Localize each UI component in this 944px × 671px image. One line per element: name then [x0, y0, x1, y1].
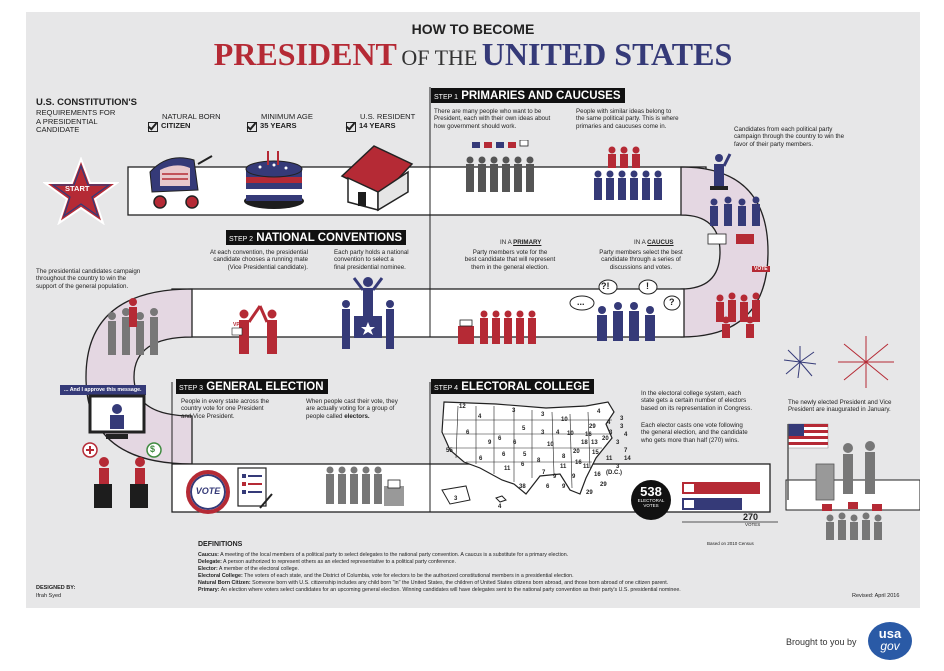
checkbox-icon	[247, 122, 257, 132]
designer-name: Ifrah Syed	[36, 593, 62, 599]
electoral-vote-bars	[682, 482, 778, 526]
electoral-votes-circle: 538 ELECTORAL VOTES	[631, 480, 671, 520]
step1-text-b: People with similar ideas belong to the same political party. This is where primaries and caucuses come in.	[576, 108, 679, 130]
step4-text-a: In the electoral college system, each state gets a certain number of electors based on its representation in Congress.	[641, 390, 753, 412]
step4-text-b: Each elector casts one vote following the general election, and the candidate who gets more than half (270) wins.	[641, 422, 748, 444]
nominee-podium-icon	[336, 274, 400, 360]
brought-by-text: Brought to you by	[786, 637, 857, 647]
step2-banner: STEP 2 NATIONAL CONVENTIONS	[226, 230, 406, 245]
inauguration-icon	[786, 422, 896, 542]
tv-ad-icon	[88, 394, 146, 442]
crowd-with-ideas-icon	[462, 140, 540, 200]
definitions-heading: DEFINITIONS	[198, 541, 243, 548]
title-president: PRESIDENT	[213, 36, 397, 72]
definition-electoral-college: Electoral College: The voters of each state, and the District of Columbia, vote for electors to be the authorized constitutional members in a presidential election.	[198, 573, 574, 580]
bubble-ellipsis: ...	[577, 297, 585, 307]
requirement-citizen: NATURAL BORN CITIZEN	[148, 113, 221, 132]
win-number: 270	[743, 512, 759, 522]
fireworks-icon	[770, 332, 916, 394]
step2-text-b: Each party holds a national convention to select a final presidential nominee.	[334, 249, 409, 271]
ballot-icon	[236, 466, 276, 510]
step1-banner: STEP 1 PRIMARIES AND CAUCUSES	[431, 88, 625, 103]
step3-banner: STEP 3 GENERAL ELECTION	[176, 379, 328, 394]
definition-caucus: Caucus: A meeting of the local members of a political party to select delegates to the national party convention. A caucus is a substitute for a primary election.	[198, 552, 569, 558]
step2-text-a: At each convention, the presidential candidate chooses a running mate (Vice Presidential candidate).	[209, 249, 308, 271]
win-label: VOTES	[745, 522, 761, 527]
requirements-subheading: REQUIREMENTS FOR A PRESIDENTIAL CANDIDATE	[36, 108, 116, 135]
vp-sign: VP	[233, 322, 240, 328]
title-line-1: HOW TO BECOME	[411, 21, 535, 37]
infographic-poster: HOW TO BECOME PRESIDENT OF THE UNITED STATES U.S. CONSTITUTION'S REQUIREMENTS FOR A PRESIDENTIAL CANDIDATE NATURAL BORN CITIZEN MINIMUM AGE 35 YEARS U.S. RESIDENT 14 YEARS START STEP 1 PRIMARIES AND CAUCUSES There are many people who want to be President, each with their own ideas about how government should work. People with similar ideas belong to the same political party. This is where primaries and caucuses come in. Candidates from each political party campaign through the country to win the favor of their party members. VOTE IN A PRIMARY Party members vote for the best candidate that will represent them in the general election. IN A CAUCUS Party members select the best candidate through a series of discussions and votes. ... ?! ! ? STEP 2 NATIONAL CONVENTIONS At each convention, the presidential candidate chooses a running mate (Vice Presidential candidate). Each party holds a national convention to select a final presidential nominee. The presidential candidates campaign throughout the country to win the support of the general population. VP STEP 3 GENERAL ELECTION People in every state across the country vote for one President and Vice President. When people cast their vote, they are actually voting for a group of people called electors. ... And I approve this message. $ VOTE STEP 4 ELECTORAL COLLEGE In the electoral college system, each state gets a certain number of electors based on its representation in Congress. Each elector casts one vote following the general election, and the candidate who gets more than half (270) wins. 12 4 3 3 10 4 6 9 5 3 10 16 4 3 6 6 55 6 5 10 8 11 20 18 13 6 4 3 20 15 29 16 11 9 11 9 7 6 8 38 6 9 16 29 3 4 3 3 4 7 14 3 29 11 (D.C.) 538 ELECTORAL VOTES 270 VOTES Based on 2010 Census The newly elected President and Vice President are inaugurated in January. DEFINITIONS Caucus: A meeting of the local members of a political party to select delegates to the national party convention. A caucus is a substitute for a primary election. Delegate: A person authorized to represent others as an elected representative to a political party conference. Elector: A member of the electoral college. Electoral College: The voters of each state, and the District of Columbia, vote for electors to be the authorized constitutional members in a presidential election. Natural Born Citizen: Someone born with U.S. citizenship includes any child born "in" the United States, the children of United States citizens born abroad, and those born abroad of one citizen parent. Primary: An election where voters select candidates for an upcoming general election. Winning candidates will have delegates sent to the national party convention as their party's U.S. presidential nominee. DESIGNED BY: Ifrah Syed Revised: April 2016	[26, 12, 920, 608]
caucus-discussion-icon	[566, 278, 686, 348]
campaign-podium-icon	[706, 150, 766, 258]
title-united-states: UNITED STATES	[481, 36, 733, 72]
census-note: Based on 2010 Census	[707, 541, 754, 546]
birthday-cake-icon	[238, 147, 310, 211]
party-groups-icon	[590, 144, 662, 202]
start-label: START	[65, 184, 90, 193]
requirements-heading: U.S. CONSTITUTION'S	[36, 97, 137, 108]
definitions-list	[198, 552, 681, 595]
checkbox-icon	[148, 122, 158, 132]
bubble-exclamation: !	[646, 281, 649, 291]
definition-primary: Primary: An election where voters select candidates for an upcoming general election. Winning candidates will have delegates sent to the national party convention as their party's U.S. presidential nominee.	[198, 587, 681, 594]
primary-text: Party members vote for the best candidate that will represent them in the general election.	[464, 249, 556, 271]
title-of-the: OF THE	[401, 45, 478, 70]
definition-elector: Elector: A member of the electoral college.	[198, 566, 300, 573]
step1-text-c: Candidates from each political party campaign through the country to win the favor of their party members.	[734, 126, 845, 148]
caucus-text: Party members select the best candidate through a series of discussions and votes.	[599, 249, 683, 271]
vote-sign: VOTE	[754, 266, 768, 272]
running-mates-icon	[230, 300, 290, 360]
dollar-sign: $	[150, 444, 156, 454]
dc-label: (D.C.)	[606, 470, 622, 476]
stroller-icon	[138, 150, 220, 212]
red-crowd-icon	[712, 290, 768, 340]
checkbox-icon	[346, 122, 356, 132]
main-title	[26, 36, 920, 73]
primary-voters-icon	[456, 308, 540, 356]
bubble-interrobang: ?!	[601, 281, 610, 291]
bubble-question: ?	[669, 297, 675, 307]
revised-date: Revised: April 2016	[852, 593, 900, 599]
step3-text-b: When people cast their vote, they are actually voting for a group of people called electors.	[306, 398, 398, 420]
definition-natural-born-citizen: Natural Born Citizen: Someone born with U.S. citizenship includes any child born "in" the United States, the children of United States citizens born abroad, and those born abroad of one citizen parent.	[198, 580, 669, 587]
house-icon	[338, 140, 416, 212]
usagov-logo[interactable]: usa gov	[868, 622, 912, 660]
primary-heading: IN A PRIMARY	[500, 239, 542, 246]
step2-text-c: The presidential candidates campaign throughout the country to win the support of the general population.	[36, 268, 141, 290]
vote-pin: VOTE	[186, 470, 230, 514]
step1-text-a: There are many people who want to be President, each with their own ideas about how government should work.	[434, 108, 551, 130]
caucus-heading: IN A CAUCUS	[634, 239, 674, 246]
designed-by-label: DESIGNED BY:	[36, 585, 76, 591]
campaigners-icon	[102, 296, 164, 360]
voters-ballot-box-icon	[322, 464, 408, 510]
requirement-age: MINIMUM AGE 35 YEARS	[247, 113, 313, 132]
definition-delegate: Delegate: A person authorized to represent others as an elected representative to a political party conference.	[198, 559, 456, 566]
tv-caption: ... And I approve this message.	[60, 385, 146, 395]
requirement-resident: U.S. RESIDENT 14 YEARS	[346, 113, 415, 132]
step4-banner: STEP 4 ELECTORAL COLLEGE	[431, 379, 594, 394]
step3-text-a: People in every state across the country vote for one President and Vice President.	[181, 398, 270, 420]
inauguration-text: The newly elected President and Vice President are inaugurated in January.	[788, 399, 892, 414]
